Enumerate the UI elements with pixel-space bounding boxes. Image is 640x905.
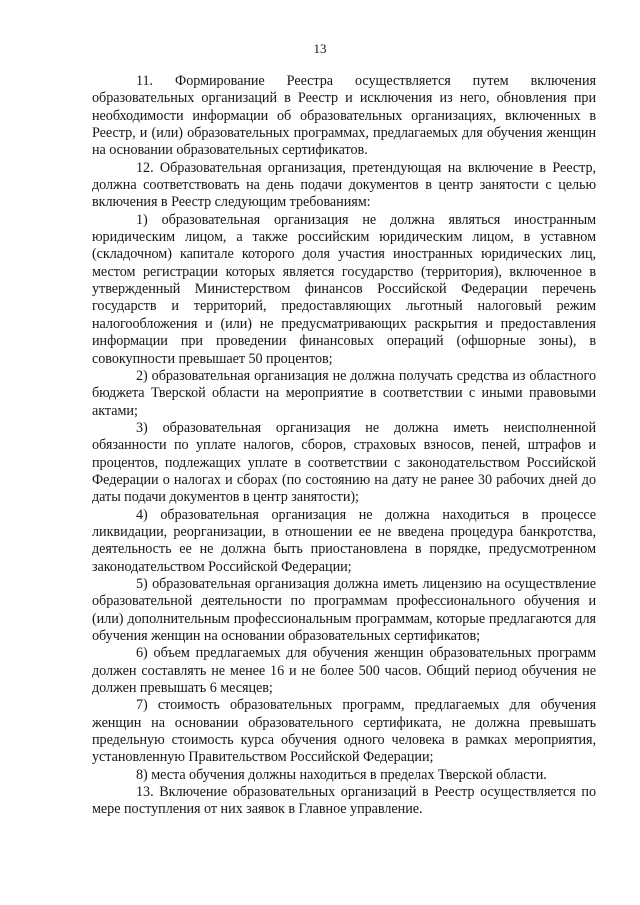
requirement-2: 2) образовательная организация не должна получать средства из областного бюджета Тверской области на мероприятие в соответствии с иными правовыми актами; bbox=[92, 367, 596, 419]
requirement-5: 5) образовательная организация должна иметь лицензию на осуществление образовательной деятельности по программам профессионального обучения и (или) дополнительным профессиональным программам, которые предлагаются для обучения женщин на основании образовательных сертификатов; bbox=[92, 575, 596, 644]
page-number: 13 bbox=[313, 41, 327, 56]
requirement-7: 7) стоимость образовательных программ, предлагаемых для обучения женщин на основании образовательного сертификата, не должна превышать предельную стоимость курса обучения одного человека в рамках мероприятия, установленную Правительством Российской Федерации; bbox=[92, 697, 596, 766]
paragraph-12: 12. Образовательная организация, претендующая на включение в Реестр, должна соответствовать на день подачи документов в центр занятости с целью включения в Реестр следующим требованиям: bbox=[92, 159, 596, 211]
paragraph-11: 11. Формирование Реестра осуществляется путем включения образовательных организаций в Реестр и исключения из него, обновления при необходимости информации об образовательных организациях, включенных в Реестр, и (или) образовательных программах, предлагаемых для обучения женщин на основании образовательных сертификатов. bbox=[92, 73, 596, 159]
document-body bbox=[92, 73, 596, 819]
requirement-1: 1) образовательная организация не должна являться иностранным юридическим лицом, а также российским юридическим лицом, в уставном (складочном) капитале которого доля участия иностранных юридических лиц, местом регистрации которых является государство (территория), включенное в утвержденный Министерством финансов Российской Федерации перечень государств и территорий, предоставляющих льготный налоговый режим налогообложения и (или) не предусматривающих раскрытия и предоставления информации при проведении финансовых операций (офшорные зоны), в совокупности превышает 50 процентов; bbox=[92, 211, 596, 367]
requirement-6: 6) объем предлагаемых для обучения женщин образовательных программ должен составлять не менее 16 и не более 500 часов. Общий период обучения не должен превышать 6 месяцев; bbox=[92, 645, 596, 697]
paragraph-13: 13. Включение образовательных организаций в Реестр осуществляется по мере поступления от них заявок в Главное управление. bbox=[92, 784, 596, 818]
requirement-3: 3) образовательная организация не должна иметь неисполненной обязанности по уплате налогов, сборов, страховых взносов, пеней, штрафов и процентов, подлежащих уплате в соответствии с законодательством Российской Федерации о налогах и сборах (по состоянию на дату не ранее 30 рабочих дней до даты подачи документов в центр занятости); bbox=[92, 419, 596, 506]
requirement-4: 4) образовательная организация не должна находиться в процессе ликвидации, реорганизации, в отношении ее не введена процедура банкротства, деятельность ее не должна быть приостановлена в порядке, предусмотренном законодательством Российской Федерации; bbox=[92, 506, 596, 575]
requirement-8: 8) места обучения должны находиться в пределах Тверской области. bbox=[136, 766, 547, 783]
